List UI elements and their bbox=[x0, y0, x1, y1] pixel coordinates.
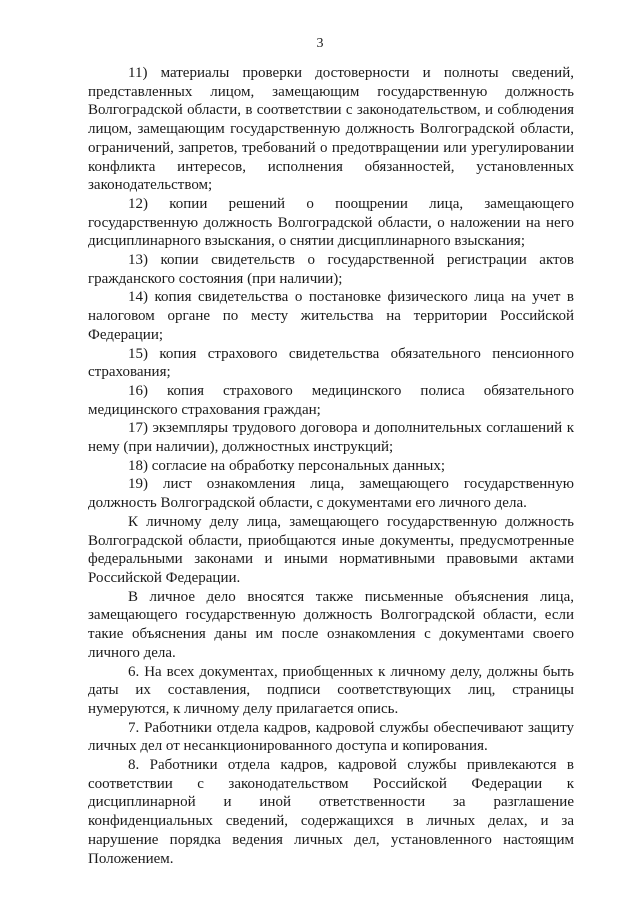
paragraph-item-19: 19) лист ознакомления лица, замещающего государственную должность Волгоградской области, с документами его личного дела. bbox=[88, 476, 574, 512]
paragraph-item-11: 11) материалы проверки достоверности и полноты сведений, представленных лицом, замещающим государственную должность Волгоградской области, в соответствии с законодательством, и соблюдения лицом, замещающим государственную должность Волгоградской области, ограничений, запретов, требований о предотвращении или урегулировании конфликта интересов, исполнения обязанностей, установленных законодательством; bbox=[88, 65, 574, 194]
paragraph-section-6: 6. На всех документах, приобщенных к личному делу, должны быть даты их составления, подписи соответствующих лиц, страницы нумеруются, к личному делу прилагается опись. bbox=[88, 663, 574, 717]
paragraph-item-17: 17) экземпляры трудового договора и дополнительных соглашений к нему (при наличии), должностных инструкций; bbox=[88, 420, 574, 456]
paragraph-item-13: 13) копии свидетельств о государственной регистрации актов гражданского состояния (при наличии); bbox=[88, 252, 574, 287]
paragraph-section-7: 7. Работники отдела кадров, кадровой службы обеспечивают защиту личных дел от несанкционированного доступа и копирования. bbox=[88, 719, 574, 755]
paragraph-item-16: 16) копия страхового медицинского полиса обязательного медицинского страхования граждан; bbox=[88, 382, 574, 418]
paragraph-item-14: 14) копия свидетельства о постановке физического лица на учет в налоговом органе по месту жительства на территории Российской Федерации; bbox=[88, 289, 574, 343]
document-body bbox=[88, 64, 574, 868]
paragraph-written-explanations: В личное дело вносятся также письменные объяснения лица, замещающего государственную должность Волгоградской области, если такие объяснения даны им после ознакомления с документами своего личного дела. bbox=[88, 588, 574, 661]
paragraph-section-8: 8. Работники отдела кадров, кадровой службы привлекаются в соответствии с законодательством Российской Федерации к дисциплинарной и иной ответственности за разглашение конфиденциальных сведений, содержащихся в личных делах, и за нарушение порядка ведения личных дел, установленного настоящим Положением. bbox=[88, 757, 574, 867]
page-number: 3 bbox=[316, 36, 324, 51]
paragraph-item-15: 15) копия страхового свидетельства обязательного пенсионного страхования; bbox=[88, 345, 574, 381]
paragraph-item-18: 18) согласие на обработку персональных данных; bbox=[128, 457, 445, 474]
paragraph-item-12: 12) копии решений о поощрении лица, замещающего государственную должность Волгоградской области, о наложении на него дисциплинарного взыскания, о снятии дисциплинарного взыскания; bbox=[88, 195, 574, 250]
paragraph-other-documents: К личному делу лица, замещающего государственную должность Волгоградской области, приобщаются иные документы, предусмотренные федеральными законами и иными нормативными правовыми актами Российской Федерации. bbox=[88, 513, 574, 586]
